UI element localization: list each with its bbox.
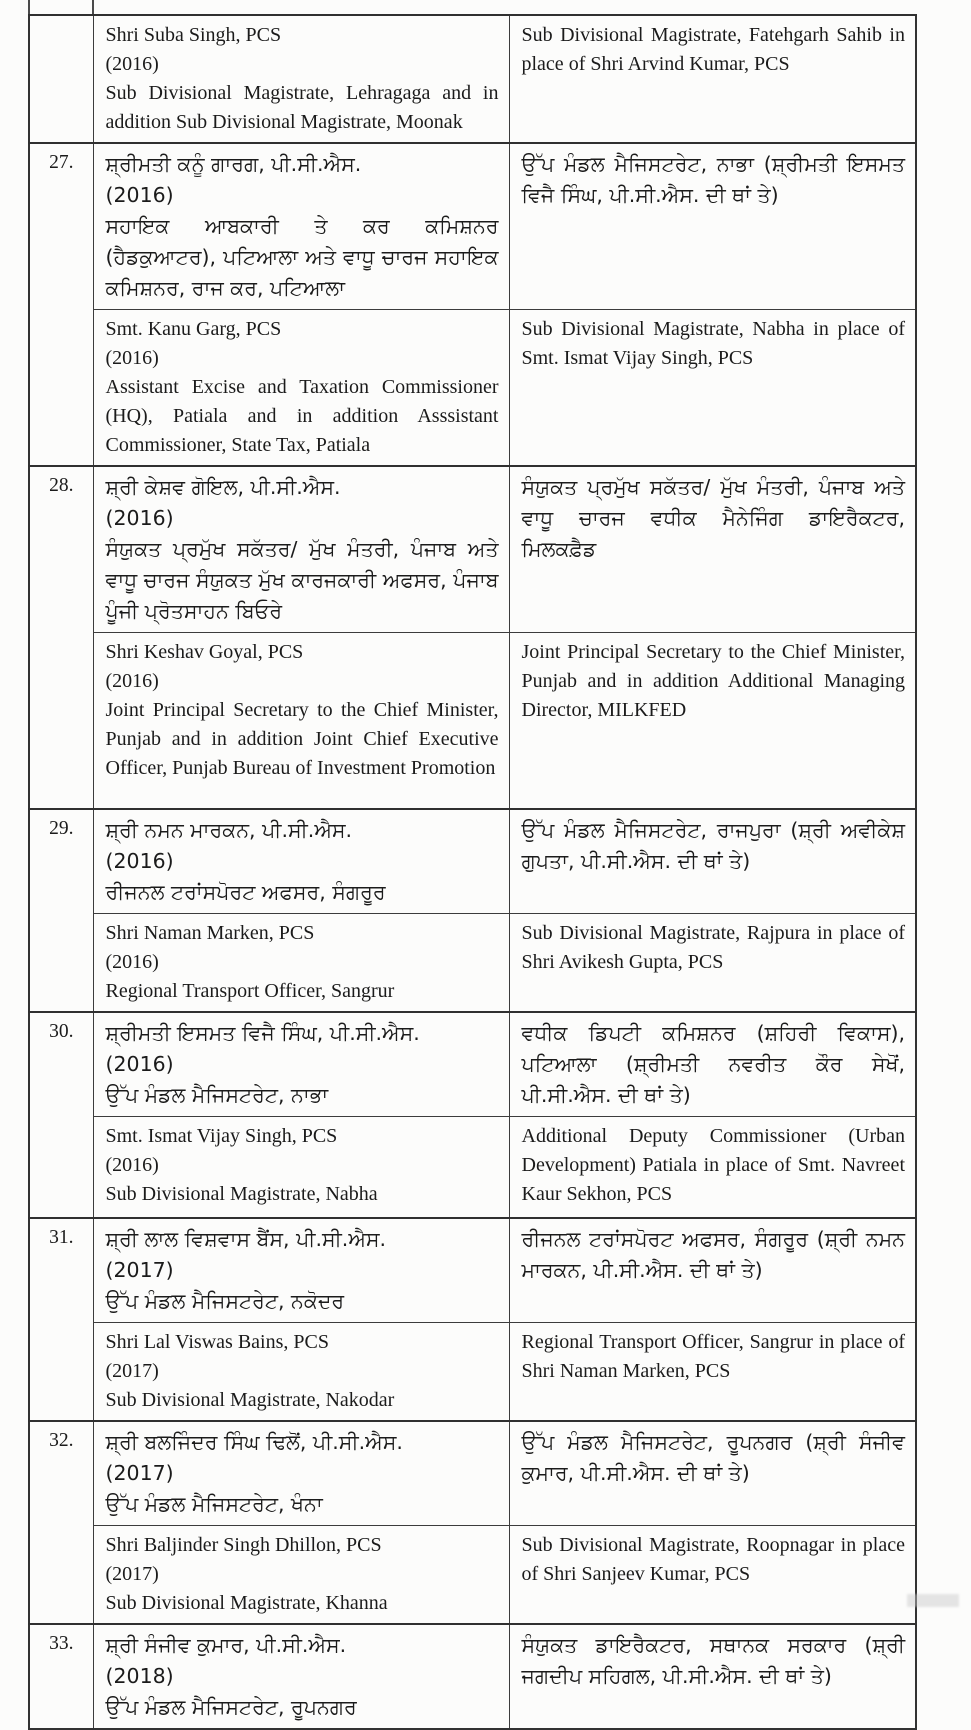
batch-year: (2016)	[105, 670, 159, 692]
officer-cell	[93, 1116, 509, 1218]
officer-cell	[93, 1323, 509, 1422]
officer-cell	[93, 1012, 509, 1117]
officer-cell	[93, 1218, 509, 1323]
officer-name: ਸ਼੍ਰੀ ਨਮਨ ਮਾਰਕਨ, ਪੀ.ਸੀ.ਐਸ.	[105, 817, 353, 842]
current-post: Joint Principal Secretary to the Chief Minister, Punjab and in addition Joint Chief Executive Officer, Punjab Bureau of Investment Promotion	[105, 699, 499, 779]
table-border-stub	[28, 0, 30, 15]
serial-cell: 27.	[29, 143, 93, 466]
table-row-punjabi	[29, 143, 916, 310]
batch-year: (2017)	[105, 1258, 174, 1282]
new-posting: ਸੰਯੁਕਤ ਪ੍ਰਮੁੱਖ ਸਕੱਤਰ/ ਮੁੱਖ ਮੰਤਰੀ, ਪੰਜਾਬ ਅਤੇ ਵਾਧੂ ਚਾਰਜ ਵਧੀਕ ਮੈਨੇਜਿੰਗ ਡਾਇਰੈਕਟਰ, ਮਿਲਕਫ਼ੈਡ	[521, 475, 905, 561]
table-row-punjabi	[29, 1012, 916, 1117]
table-row-punjabi	[29, 1624, 916, 1729]
current-post: Sub Divisional Magistrate, Lehragaga and in addition Sub Divisional Magistrate, Moonak	[105, 82, 499, 133]
current-post: Regional Transport Officer, Sangrur	[105, 979, 395, 1002]
current-post: Sub Divisional Magistrate, Khanna	[105, 1592, 388, 1614]
batch-year: (2016)	[105, 1153, 159, 1176]
new-posting: ਉੱਪ ਮੰਡਲ ਮੈਜਿਸਟਰੇਟ, ਰਾਜਪੁਰਾ (ਸ਼੍ਰੀ ਅਵੀਕੇਸ਼ ਗੁਪਤਾ, ਪੀ.ਸੀ.ਐਸ. ਦੀ ਥਾਂ ਤੇ)	[521, 817, 905, 873]
new-posting: Sub Divisional Magistrate, Fatehgarh Sahib in place of Shri Arvind Kumar, PCS	[521, 24, 905, 75]
batch-year: (2016)	[105, 506, 174, 530]
officer-cell	[93, 466, 509, 633]
officer-name: ਸ਼੍ਰੀ ਲਾਲ ਵਿਸ਼ਵਾਸ ਬੈਂਸ, ਪੀ.ਸੀ.ਐਸ.	[105, 1227, 387, 1251]
posting-cell	[509, 1323, 916, 1422]
table-row-english	[29, 310, 916, 467]
new-posting: Additional Deputy Commissioner (Urban Development) Patiala in place of Smt. Navreet Kaur Sekhon, PCS	[521, 1124, 905, 1205]
serial-cell: 31.	[29, 1218, 93, 1421]
current-post: Sub Divisional Magistrate, Nakodar	[105, 1389, 395, 1411]
posting-cell	[509, 1218, 916, 1323]
scan-smudge	[907, 1594, 959, 1607]
posting-cell	[509, 1421, 916, 1526]
table-row-punjabi	[29, 809, 916, 914]
new-posting: ਰੀਜਨਲ ਟਰਾਂਸਪੋਰਟ ਅਫਸਰ, ਸੰਗਰੂਰ (ਸ਼੍ਰੀ ਨਮਨ ਮਾਰਕਨ, ਪੀ.ਸੀ.ਐਸ. ਦੀ ਥਾਂ ਤੇ)	[521, 1227, 905, 1282]
new-posting: Joint Principal Secretary to the Chief Minister, Punjab and in addition Additional Managing Director, MILKFED	[521, 641, 905, 721]
posting-cell	[509, 1526, 916, 1625]
serial-cell: 30.	[29, 1012, 93, 1219]
batch-year: (2016)	[105, 183, 174, 207]
batch-year: (2016)	[105, 848, 174, 873]
current-post: ਸੰਯੁਕਤ ਪ੍ਰਮੁੱਖ ਸਕੱਤਰ/ ਮੁੱਖ ਮੰਤਰੀ, ਪੰਜਾਬ ਅਤੇ ਵਾਧੂ ਚਾਰਜ ਸੰਯੁਕਤ ਮੁੱਖ ਕਾਰਜਕਾਰੀ ਅਫਸਰ, ਪੰਜਾਬ ਪੂੰਜੀ ਪ੍ਰੋਤਸਾਹਨ ਬਿਓਰੇ	[105, 537, 499, 623]
current-post: ਸਹਾਇਕ ਆਬਕਾਰੀ ਤੇ ਕਰ ਕਮਿਸ਼ਨਰ (ਹੈਡਕੁਆਟਰ), ਪਟਿਆਲਾ ਅਤੇ ਵਾਧੂ ਚਾਰਜ ਸਹਾਇਕ ਕਮਿਸ਼ਨਰ, ਰਾਜ ਕਰ, ਪਟਿਆਲਾ	[105, 214, 499, 300]
officer-name: ਸ਼੍ਰੀਮਤੀ ਕਨੂੰ ਗਾਰਗ, ਪੀ.ਸੀ.ਐਸ.	[105, 152, 362, 176]
batch-year: (2016)	[105, 1051, 174, 1076]
new-posting: Sub Divisional Magistrate, Rajpura in place of Shri Avikesh Gupta, PCS	[521, 921, 905, 973]
table-row-punjabi	[29, 1218, 916, 1323]
posting-cell	[509, 809, 916, 914]
serial-cell: 33.	[29, 1624, 93, 1729]
officer-cell	[93, 143, 509, 310]
new-posting: Sub Divisional Magistrate, Nabha in place of Smt. Ismat Vijay Singh, PCS	[521, 318, 905, 369]
table-row-english	[29, 15, 916, 143]
new-posting: Sub Divisional Magistrate, Roopnagar in place of Shri Sanjeev Kumar, PCS	[521, 1534, 905, 1585]
officer-name: ਸ਼੍ਰੀ ਬਲਜਿੰਦਰ ਸਿੰਘ ਢਿਲੋਂ, ਪੀ.ਸੀ.ਐਸ.	[105, 1430, 403, 1454]
officer-cell	[93, 1624, 509, 1729]
serial-cell	[29, 15, 93, 143]
posting-cell	[509, 466, 916, 633]
table-row-english	[29, 1526, 916, 1625]
officer-cell	[93, 913, 509, 1012]
batch-year: (2016)	[105, 347, 159, 369]
officer-name: Shri Lal Viswas Bains, PCS	[105, 1331, 329, 1353]
table-row-english	[29, 1323, 916, 1422]
table-row-punjabi	[29, 1421, 916, 1526]
new-posting: ਉੱਪ ਮੰਡਲ ਮੈਜਿਸਟਰੇਟ, ਨਾਭਾ (ਸ਼੍ਰੀਮਤੀ ਇਸਮਤ ਵਿਜੈ ਸਿੰਘ, ਪੀ.ਸੀ.ਐਸ. ਦੀ ਥਾਂ ਤੇ)	[521, 152, 905, 207]
officer-name: ਸ਼੍ਰੀ ਕੇਸ਼ਵ ਗੋਇਲ, ਪੀ.ਸੀ.ਐਸ.	[105, 475, 341, 499]
table-row-punjabi	[29, 466, 916, 633]
batch-year: (2016)	[105, 53, 159, 75]
batch-year: (2017)	[105, 1360, 159, 1382]
officer-name: ਸ਼੍ਰੀਮਤੀ ਇਸਮਤ ਵਿਜੈ ਸਿੰਘ, ਪੀ.ਸੀ.ਐਸ.	[105, 1020, 420, 1045]
current-post: Assistant Excise and Taxation Commissioner (HQ), Patiala and in addition Asssistant Commissioner, State Tax, Patiala	[105, 376, 499, 456]
current-post: ਉੱਪ ਮੰਡਲ ਮੈਜਿਸਟਰੇਟ, ਖੰਨਾ	[105, 1492, 323, 1516]
posting-cell	[509, 1012, 916, 1117]
current-post: ਉੱਪ ਮੰਡਲ ਮੈਜਿਸਟਰੇਟ, ਰੂਪਨਗਰ	[105, 1695, 357, 1719]
transfer-order-table	[28, 14, 917, 1730]
table-row-english	[29, 1116, 916, 1218]
current-post: ਉੱਪ ਮੰਡਲ ਮੈਜਿਸਟਰੇਟ, ਨਾਭਾ	[105, 1082, 329, 1107]
officer-name: Shri Keshav Goyal, PCS	[105, 641, 304, 663]
posting-cell	[509, 913, 916, 1012]
officer-cell	[93, 1421, 509, 1526]
table-row-english	[29, 633, 916, 809]
serial-cell: 29.	[29, 809, 93, 1012]
posting-cell	[509, 1116, 916, 1218]
officer-cell	[93, 310, 509, 467]
table-row-english	[29, 913, 916, 1012]
table-border-stub	[92, 0, 94, 15]
serial-cell: 28.	[29, 466, 93, 809]
current-post: Sub Divisional Magistrate, Nabha	[105, 1182, 378, 1205]
new-posting: Regional Transport Officer, Sangrur in place of Shri Naman Marken, PCS	[521, 1331, 905, 1382]
officer-name: Shri Suba Singh, PCS	[105, 24, 282, 46]
current-post: ਉੱਪ ਮੰਡਲ ਮੈਜਿਸਟਰੇਟ, ਨਕੋਦਰ	[105, 1289, 345, 1313]
posting-cell	[509, 15, 916, 143]
new-posting: ਸੰਯੁਕਤ ਡਾਇਰੈਕਟਰ, ਸਥਾਨਕ ਸਰਕਾਰ (ਸ਼੍ਰੀ ਜਗਦੀਪ ਸਹਿਗਲ, ਪੀ.ਸੀ.ਐਸ. ਦੀ ਥਾਂ ਤੇ)	[521, 1633, 905, 1688]
posting-cell	[509, 633, 916, 809]
officer-name: Shri Baljinder Singh Dhillon, PCS	[105, 1534, 382, 1556]
new-posting: ਵਧੀਕ ਡਿਪਟੀ ਕਮਿਸ਼ਨਰ (ਸ਼ਹਿਰੀ ਵਿਕਾਸ), ਪਟਿਆਲਾ (ਸ਼੍ਰੀਮਤੀ ਨਵਰੀਤ ਕੌਰ ਸੇਖੋਂ, ਪੀ.ਸੀ.ਐਸ. ਦੀ ਥਾਂ ਤੇ)	[521, 1020, 905, 1107]
officer-name: Shri Naman Marken, PCS	[105, 921, 315, 944]
batch-year: (2017)	[105, 1563, 159, 1585]
officer-name: Smt. Kanu Garg, PCS	[105, 318, 282, 340]
officer-cell	[93, 633, 509, 809]
posting-cell	[509, 1624, 916, 1729]
officer-cell	[93, 15, 509, 143]
batch-year: (2017)	[105, 1461, 174, 1485]
officer-cell	[93, 1526, 509, 1625]
batch-year: (2016)	[105, 950, 159, 973]
batch-year: (2018)	[105, 1664, 174, 1688]
posting-cell	[509, 310, 916, 467]
new-posting: ਉੱਪ ਮੰਡਲ ਮੈਜਿਸਟਰੇਟ, ਰੂਪਨਗਰ (ਸ਼੍ਰੀ ਸੰਜੀਵ ਕੁਮਾਰ, ਪੀ.ਸੀ.ਐਸ. ਦੀ ਥਾਂ ਤੇ)	[521, 1430, 905, 1485]
officer-name: ਸ਼੍ਰੀ ਸੰਜੀਵ ਕੁਮਾਰ, ਪੀ.ਸੀ.ਐਸ.	[105, 1633, 347, 1657]
posting-cell	[509, 143, 916, 310]
current-post: ਰੀਜਨਲ ਟਰਾਂਸਪੋਰਟ ਅਫਸਰ, ਸੰਗਰੂਰ	[105, 879, 386, 904]
officer-name: Smt. Ismat Vijay Singh, PCS	[105, 1124, 338, 1147]
serial-cell: 32.	[29, 1421, 93, 1624]
officer-cell	[93, 809, 509, 914]
